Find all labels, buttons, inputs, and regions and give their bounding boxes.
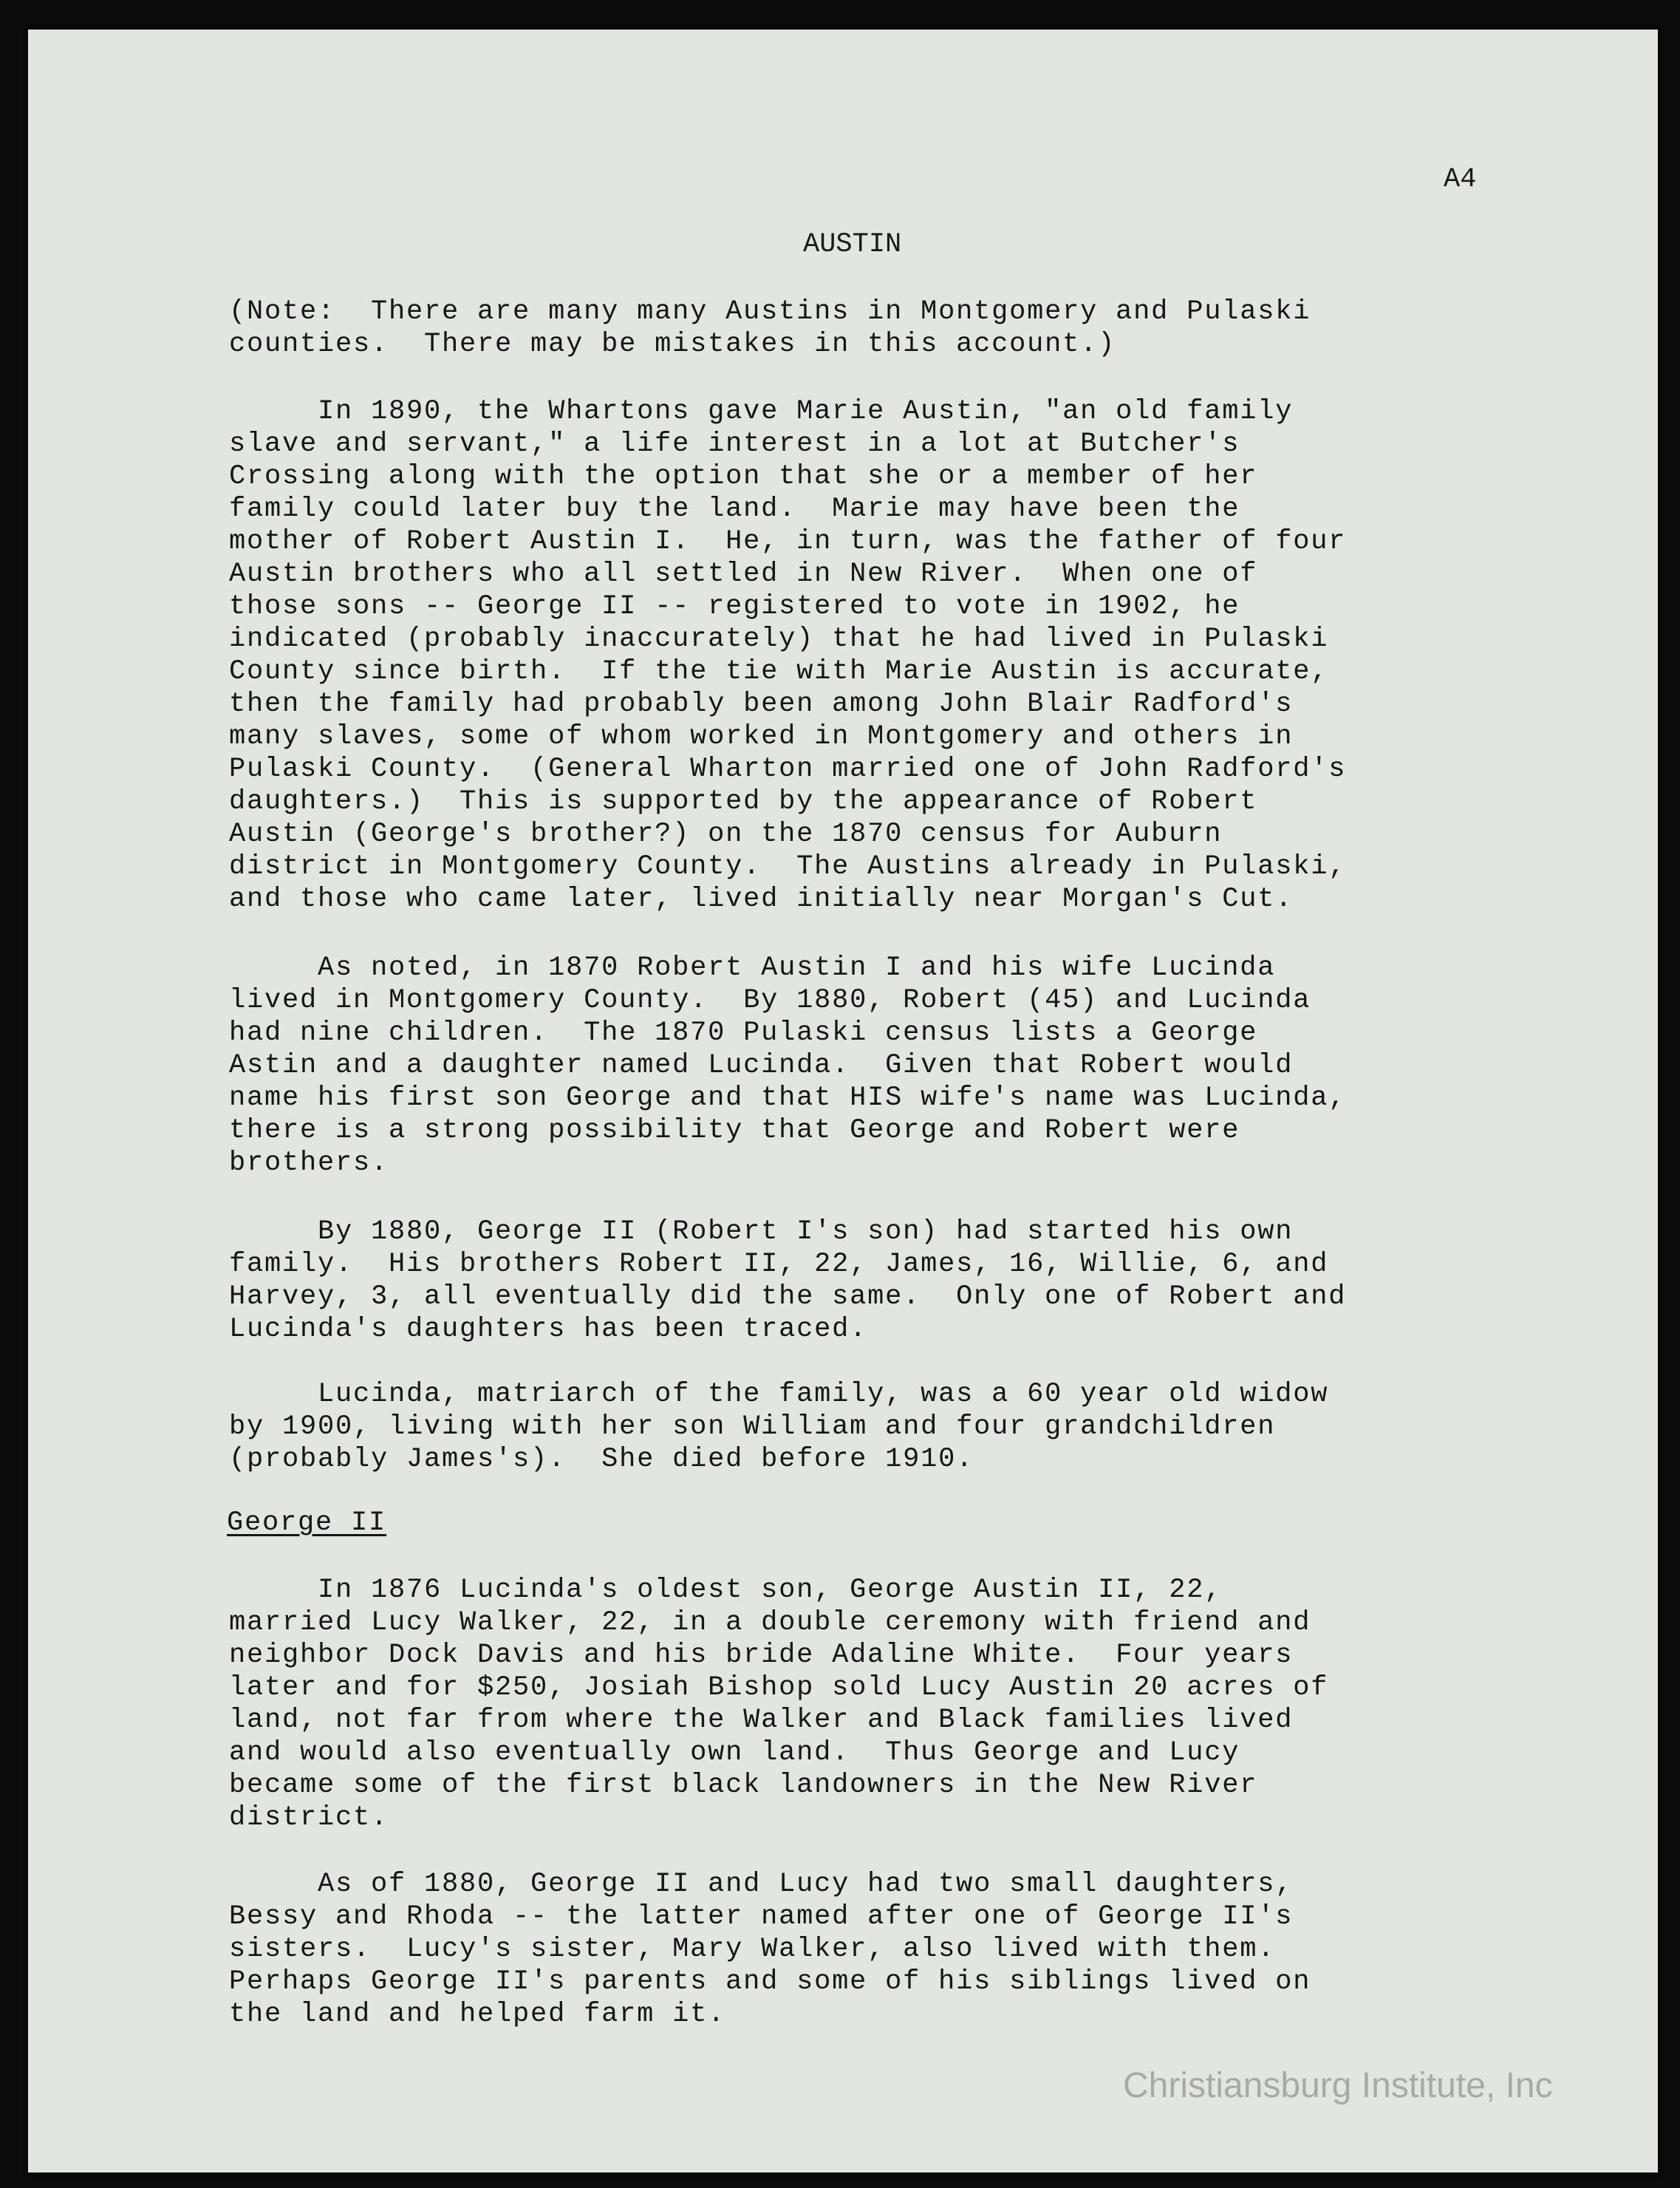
paragraph-by-1880: By 1880, George II (Robert I's son) had started his own family. His brothers Robert II, 22, James, 16, Willie, 6, and Harvey, 3, all eventually did the same. Only one of Robert and Lucinda's daughters has been traced. (229, 1216, 1347, 1345)
page-title: AUSTIN (803, 229, 902, 260)
paragraph-lucinda: Lucinda, matriarch of the family, was a 60 year old widow by 1900, living with her son William and four grandchildren (probably James's). She died before 1910. (229, 1379, 1329, 1475)
watermark-text: Christiansburg Institute, Inc (1123, 2066, 1553, 2105)
paragraph-whartons: In 1890, the Whartons gave Marie Austin, "an old family slave and servant," a life interest in a lot at Butcher's Crossing along with the option that she or a member of her family could later buy the land. Marie may have been the mother of Robert Austin I. He, in turn, was the father of four Austin brothers who all settled in New River. When one of those sons -- George II -- registered to vote in 1902, he indicated (probably inaccurately) that he had lived in Pulaski County since birth. If the tie with Marie Austin is accurate, then the family had probably been among John Blair Radford's many slaves, some of whom worked in Montgomery and others in Pulaski County. (General Wharton married one of John Radford's daughters.) This is supported by the appearance of Robert Austin (George's brother?) on the 1870 census for Auburn district in Montgomery County. The Austins already in Pulaski, and those who came later, lived initially near Morgan's Cut. (229, 396, 1347, 915)
paragraph-as-noted: As noted, in 1870 Robert Austin I and his wife Lucinda lived in Montgomery County. By 1880, Robert (45) and Lucinda had nine children. The 1870 Pulaski census lists a George Astin and a daughter named Lucinda. Given that Robert would name his first son George and that HIS wife's name was Lucinda, there is a strong possibility that George and Robert were brothers. (229, 952, 1347, 1179)
section-heading-george-ii: George II (227, 1507, 387, 1538)
page-number: A4 (1444, 164, 1477, 195)
paragraph-as-of-1880: As of 1880, George II and Lucy had two small daughters, Bessy and Rhoda -- the latter named after one of George II's sisters. Lucy's sister, Mary Walker, also lived with them. Perhaps George II's parents and some of his siblings lived on the land and helped farm it. (229, 1869, 1311, 2030)
paragraph-1876: In 1876 Lucinda's oldest son, George Austin II, 22, married Lucy Walker, 22, in a double ceremony with friend and neighbor Dock Davis and his bride Adaline White. Four years later and for $250, Josiah Bishop sold Lucy Austin 20 acres of land, not far from where the Walker and Black families lived and would also eventually own land. Thus George and Lucy became some of the first black landowners in the New River district. (229, 1575, 1329, 1833)
note-paragraph: (Note: There are many many Austins in Montgomery and Pulaski counties. There may be mistakes in this account.) (229, 296, 1311, 360)
